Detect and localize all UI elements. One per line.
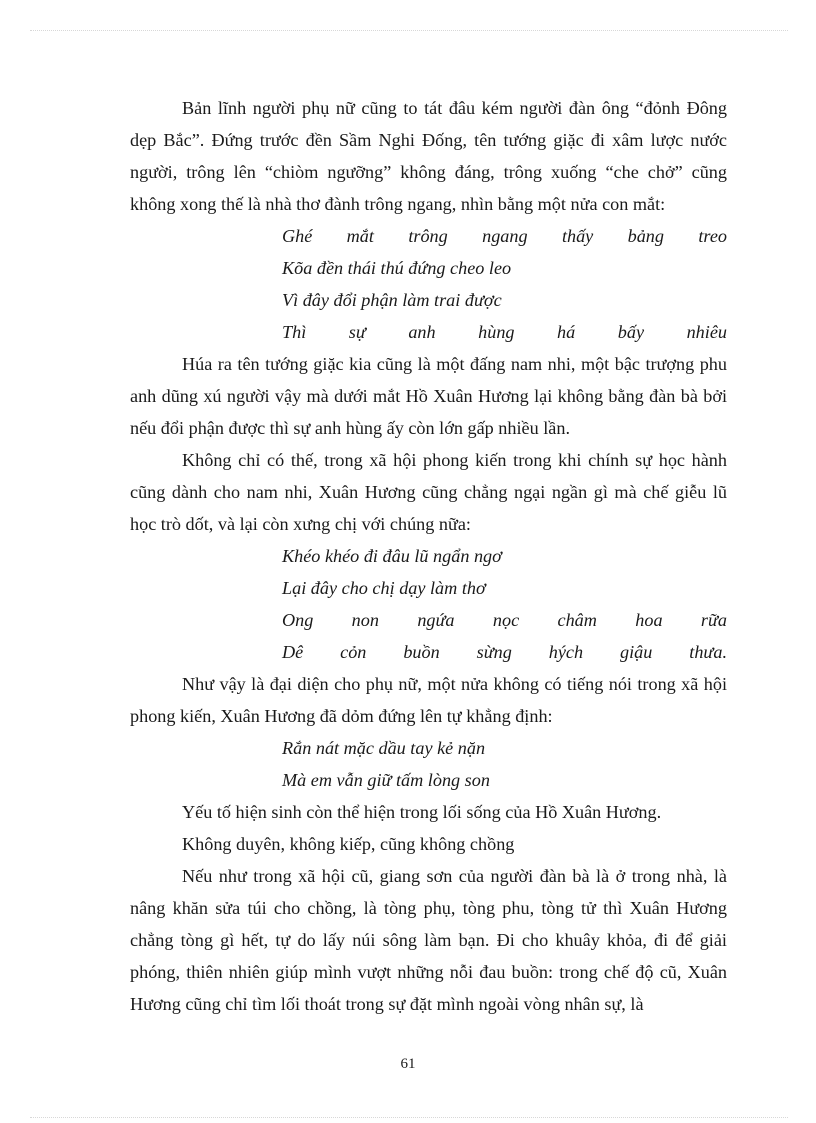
verse-line: Ghé mắt trông ngang thấy bảng treo <box>282 226 727 246</box>
paragraph: Không chỉ có thế, trong xã hội phong kiến trong khi chính sự học hành cũng dành cho nam nhi, Xuân Hương cũng chẳng ngại ngần gì mà chế giễu lũ học trò dốt, và lại còn xưng chị với chúng nữa: <box>130 450 727 534</box>
poem-excerpt <box>282 220 727 348</box>
verse-line: Vì đây đổi phận làm trai được <box>282 290 502 310</box>
page-number: 61 <box>400 1056 416 1072</box>
verse-line: Ong non ngứa nọc châm hoa rữa <box>282 610 727 630</box>
paragraph: Húa ra tên tướng giặc kia cũng là một đấng nam nhi, một bậc trượng phu anh dũng xú người vậy mà dưới mắt Hồ Xuân Hương lại không bằng đàn bà bởi nếu đổi phận được thì sự anh hùng ấy còn lớn gấp nhiều lần. <box>130 354 727 438</box>
poem-excerpt <box>282 540 727 668</box>
verse-line: Dê cỏn buồn sừng hých giậu thưa. <box>282 642 727 662</box>
paragraph: Nếu như trong xã hội cũ, giang sơn của người đàn bà là ở trong nhà, là nâng khăn sửa túi cho chồng, là tòng phụ, tòng phu, tòng tử thì Xuân Hương chẳng tòng gì hết, tự do lấy núi sông làm bạn. Đi cho khuây khỏa, đi để giải phóng, thiên nhiên giúp mình vượt những nỗi đau buồn: trong chế độ cũ, Xuân Hương cũng chỉ tìm lối thoát trong sự đặt mình ngoài vòng nhân sự, là <box>130 866 727 1014</box>
paragraph: Không duyên, không kiếp, cũng không chồng <box>182 834 515 854</box>
paragraph: Bản lĩnh người phụ nữ cũng to tát đâu kém người đàn ông “đỏnh Đông dẹp Bắc”. Đứng trước đền Sầm Nghi Đống, tên tướng giặc đi xâm lược nước người, trông lên “chiòm ngưỡng” không đáng, trông xuống “che chở” cũng không xong thế là nhà thơ đành trông ngang, nhìn bằng một nửa con mắt: <box>130 98 727 214</box>
verse-line: Kõa đền thái thú đứng cheo leo <box>282 258 512 278</box>
paragraph: Như vậy là đại diện cho phụ nữ, một nửa không có tiếng nói trong xã hội phong kiến, Xuân Hương đã dỏm đứng lên tự khẳng định: <box>130 674 727 726</box>
verse-line: Thì sự anh hùng há bấy nhiêu <box>282 322 727 342</box>
verse-line: Khéo khéo đi đâu lũ ngẩn ngơ <box>282 546 502 566</box>
document-body <box>130 92 727 1020</box>
paragraph: Yếu tố hiện sinh còn thể hiện trong lối sống của Hồ Xuân Hương. <box>182 802 662 822</box>
verse-line: Lại đây cho chị dạy làm thơ <box>282 578 486 598</box>
verse-line: Rắn nát mặc dầu tay kẻ nặn <box>282 738 486 758</box>
verse-line: Mà em vẫn giữ tấm lòng son <box>282 770 490 790</box>
poem-excerpt <box>282 732 727 796</box>
